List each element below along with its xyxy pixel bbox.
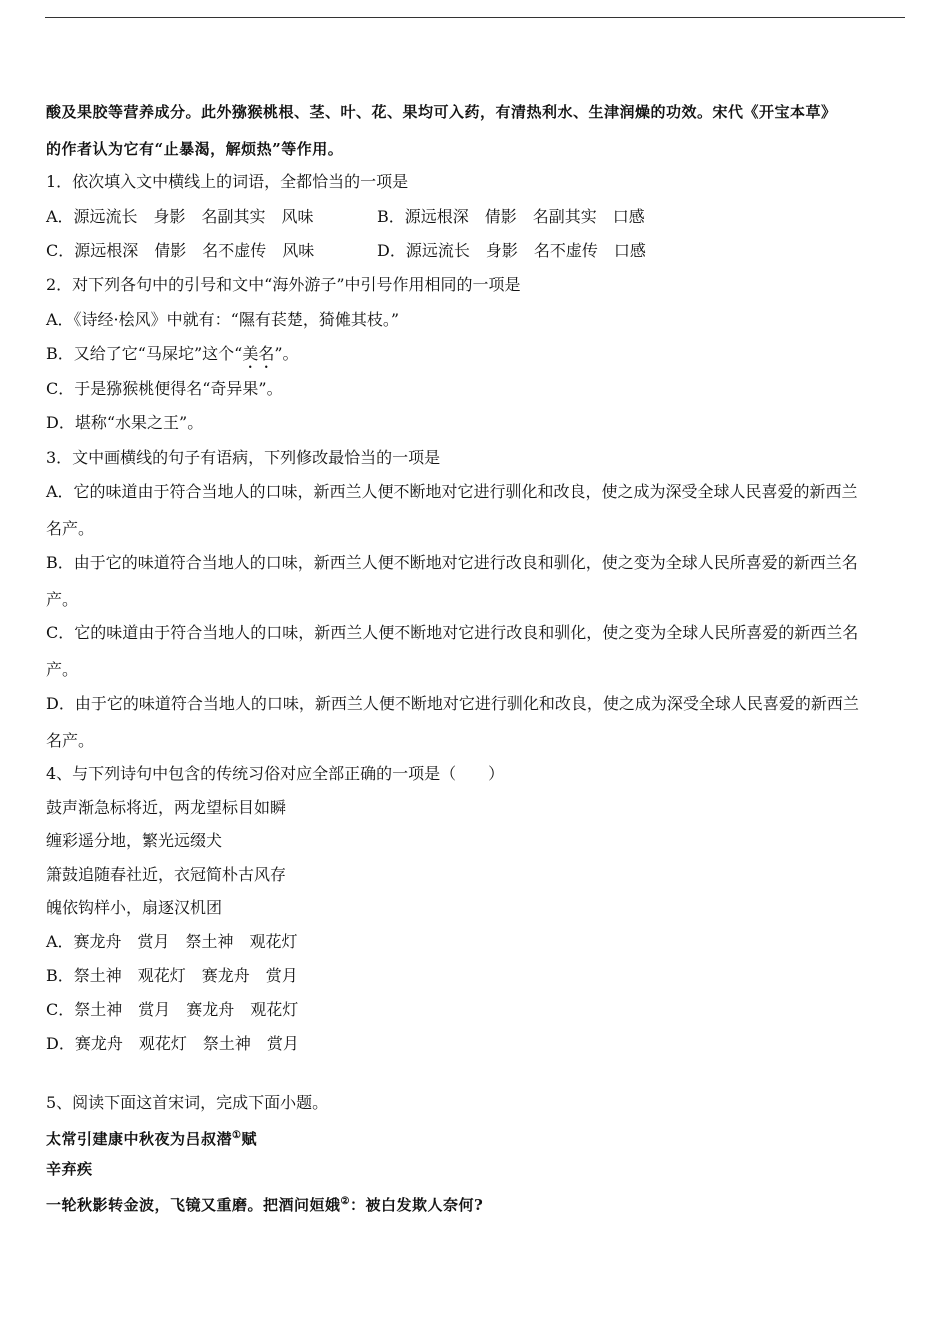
q4-poem-line-3: 箫鼓追随春社近，衣冠简朴古风存 xyxy=(46,865,287,884)
q3-option-c-line-1: C．它的味道由于符合当地人的口味，新西兰人便不断地对它进行改良和驯化，使之变为全球人民所喜爱的新西兰名 xyxy=(46,623,859,642)
intro-line-2: 的作者认为它有“止暴渴，解烦热”等作用。 xyxy=(46,140,344,158)
q2-option-c: C．于是猕猴桃便得名“奇异果”。 xyxy=(46,379,283,398)
q1-option-d: D．源远流长 身影 名不虚传 口感 xyxy=(377,241,646,260)
q4-option-d: D．赛龙舟 观花灯 祭土神 赏月 xyxy=(46,1034,299,1053)
q4-poem-line-2: 缠彩遥分地，繁光远缀犬 xyxy=(46,831,223,850)
q2-option-b-emphasis: 美名 xyxy=(242,344,275,363)
q1-stem: 1．依次填入文中横线上的词语，全都恰当的一项是 xyxy=(46,172,409,191)
q2-option-b xyxy=(46,344,299,372)
q3-option-d-line-2: 名产。 xyxy=(46,731,95,750)
poem-line-1 xyxy=(46,1192,483,1215)
q3-option-b-line-1: B．由于它的味道符合当地人的口味，新西兰人便不断地对它进行改良和驯化，使之变为全球人民所喜爱的新西兰名 xyxy=(46,553,858,572)
footnote-marker-2: ② xyxy=(340,1196,350,1207)
q2-option-d: D．堪称“水果之王”。 xyxy=(46,413,204,432)
q2-stem: 2．对下列各句中的引号和文中“海外游子”中引号作用相同的一项是 xyxy=(46,275,521,294)
q2-option-b-pre: B．又给了它“马屎坨”这个“ xyxy=(46,344,243,363)
q1-option-a: A．源远流长 身影 名副其实 风味 xyxy=(46,207,314,226)
footnote-marker-1: ① xyxy=(232,1130,242,1141)
q4-option-c: C．祭土神 赏月 赛龙舟 观花灯 xyxy=(46,1000,299,1019)
q4-stem: 4、与下列诗句中包含的传统习俗对应全部正确的一项是（ ） xyxy=(46,764,505,783)
poem-title xyxy=(46,1126,257,1149)
poem-line-1-pre: 一轮秋影转金波，飞镜又重磨。把酒问姮娥 xyxy=(46,1196,341,1214)
q5-stem: 5、阅读下面这首宋词，完成下面小题。 xyxy=(46,1093,329,1112)
q4-option-b: B．祭土神 观花灯 赛龙舟 赏月 xyxy=(46,966,298,985)
q3-option-a-line-2: 名产。 xyxy=(46,519,95,538)
q3-stem: 3．文中画横线的句子有语病，下列修改最恰当的一项是 xyxy=(46,448,441,467)
poem-title-end: 赋 xyxy=(241,1130,257,1148)
q3-option-d-line-1: D．由于它的味道符合当地人的口味，新西兰人便不断地对它进行驯化和改良，使之成为深受全球人民喜爱的新西兰 xyxy=(46,694,859,713)
q1-option-b: B．源远根深 倩影 名副其实 口感 xyxy=(377,207,645,226)
header-rule xyxy=(45,17,905,18)
poem-line-1-post: ：被白发欺人奈何? xyxy=(349,1196,484,1214)
q4-poem-line-4: 魄依钩样小，扇逐汉机团 xyxy=(46,898,223,917)
q3-option-b-line-2: 产。 xyxy=(46,590,79,609)
q4-poem-line-1: 鼓声渐急标将近，两龙望标目如瞬 xyxy=(46,798,287,817)
q2-option-b-post: ”。 xyxy=(274,344,299,363)
intro-line-1: 酸及果胶等营养成分。此外猕猴桃根、茎、叶、花、果均可入药，有清热利水、生津润燥的功效。宋代《开宝本草》 xyxy=(46,103,837,121)
q4-option-a: A．赛龙舟 赏月 祭土神 观花灯 xyxy=(46,932,298,951)
q3-option-a-line-1: A．它的味道由于符合当地人的口味，新西兰人便不断地对它进行驯化和改良，使之成为深受全球人民喜爱的新西兰 xyxy=(46,482,858,501)
q2-option-a: A．《诗经·桧风》中就有：“隰有苌楚，猗傩其枝。” xyxy=(46,310,400,329)
poem-author: 辛弃疾 xyxy=(46,1160,93,1178)
q1-option-c: C．源远根深 倩影 名不虚传 风味 xyxy=(46,241,315,260)
q3-option-c-line-2: 产。 xyxy=(46,660,79,679)
poem-title-text: 太常引建康中秋夜为吕叔潜 xyxy=(46,1130,233,1148)
